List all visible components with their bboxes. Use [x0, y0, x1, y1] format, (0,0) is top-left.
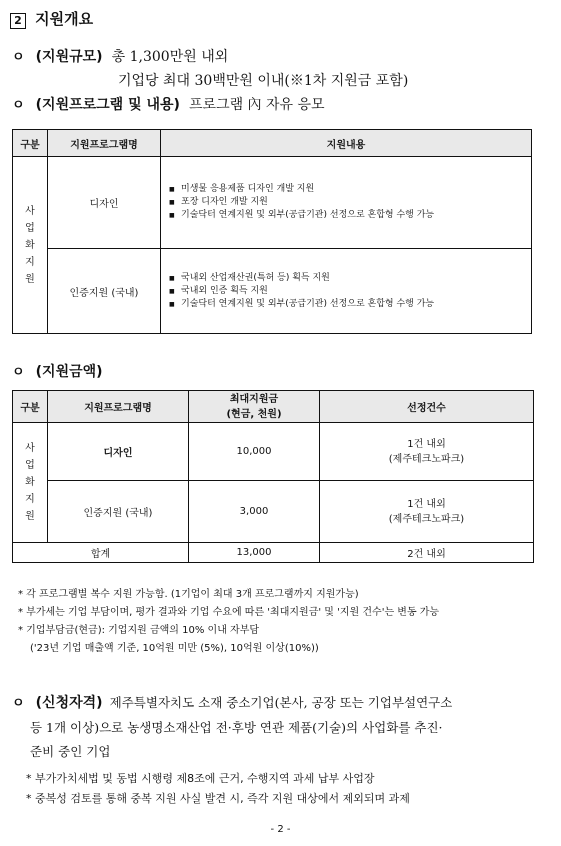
table-header: 구분 — [13, 130, 48, 157]
count-line: (제주테크노파크) — [388, 453, 465, 465]
section-title: 지원개요 — [35, 10, 94, 28]
table-header — [189, 391, 320, 423]
section-number: 2 — [10, 13, 26, 29]
table-row — [13, 481, 534, 543]
eligibility-line3: 준비 중인 기업 — [30, 744, 111, 759]
header-line: (현금, 천원) — [226, 408, 282, 420]
program-name: 인증지원 (국내) — [48, 481, 189, 543]
scale-line — [12, 46, 228, 66]
table-header: 지원내용 — [161, 130, 532, 157]
table-row — [13, 423, 534, 481]
table-row — [13, 249, 532, 334]
list-item: ■ 미생물 응용제품 디자인 개발 지원 — [181, 183, 531, 196]
list-item: ■ 기술닥터 연계지원 및 외부(공급기관) 선정으로 혼합형 수행 가능 — [181, 209, 531, 222]
count-cell — [320, 481, 534, 543]
category-cell — [13, 157, 48, 334]
total-count: 2건 내외 — [320, 543, 534, 563]
program-name: 디자인 — [48, 423, 189, 481]
scale-line2: 기업당 최대 30백만원 이내(※1차 지원금 포함) — [118, 73, 409, 89]
eligibility-line — [12, 692, 452, 712]
scale-line1: 총 1,300만원 내외 — [111, 49, 229, 65]
count-line: (제주테크노파크) — [388, 513, 465, 525]
program-name: 인증지원 (국내) — [48, 249, 161, 334]
amount-table — [12, 390, 534, 563]
section-heading — [10, 8, 93, 29]
note-2: * 부가세는 기업 부담이며, 평가 결과와 기업 수요에 따른 '최대지원금' 및 '지원 건수'는 변동 가능 — [18, 607, 440, 618]
scale-label: (지원규모) — [35, 49, 103, 65]
eligibility-label: (신청자격) — [35, 695, 103, 711]
eligibility-line1: 제주특별자치도 소재 중소기업(본사, 공장 또는 기업부설연구소 — [109, 695, 453, 710]
amount-line — [12, 361, 103, 381]
note-1: * 각 프로그램별 복수 지원 가능함. (1기업이 최대 3개 프로그램까지 지원가능) — [18, 589, 359, 600]
program-text: 프로그램 內 자유 응모 — [189, 97, 325, 113]
list-item: ■ 기술닥터 연계지원 및 외부(공급기관) 선정으로 혼합형 수행 가능 — [181, 298, 531, 311]
eligibility-note-1: * 부가가치세법 및 동법 시행령 제8조에 근거, 수행지역 과세 납부 사업장 — [26, 772, 375, 785]
list-item: ■ 포장 디자인 개발 지원 — [181, 196, 531, 209]
amount-cell: 3,000 — [189, 481, 320, 543]
list-item: ■ 국내외 인증 획득 지원 — [181, 285, 531, 298]
circle-bullet-icon: ㅇ — [12, 696, 25, 711]
category-text: 사업화지원 — [25, 443, 35, 522]
list-item: ■ 국내외 산업재산권(특허 등) 획득 지원 — [181, 272, 531, 285]
table-header: 지원프로그램명 — [48, 391, 189, 423]
category-text: 사업화지원 — [25, 205, 35, 285]
table-header: 지원프로그램명 — [48, 130, 161, 157]
table-row — [13, 157, 532, 249]
program-content — [161, 157, 532, 249]
program-table — [12, 129, 532, 334]
program-label: (지원프로그램 및 내용) — [35, 97, 180, 113]
amount-cell: 10,000 — [189, 423, 320, 481]
total-row — [13, 543, 534, 563]
count-line: 1건 내외 — [407, 438, 446, 450]
page-number: - 2 - — [270, 824, 291, 835]
count-cell — [320, 423, 534, 481]
note-4: ('23년 기업 매출액 기준, 10억원 미만 (5%), 10억원 이상(10%)) — [30, 643, 319, 654]
header-line: 최대지원금 — [229, 393, 279, 405]
circle-bullet-icon: ㅇ — [12, 50, 25, 65]
count-line: 1건 내외 — [407, 498, 446, 510]
amount-label: (지원금액) — [35, 364, 103, 380]
program-name: 디자인 — [48, 157, 161, 249]
note-3: * 기업부담금(현금): 기업지원 금액의 10% 이내 자부담 — [18, 625, 260, 636]
total-label: 합계 — [13, 543, 189, 563]
category-cell — [13, 423, 48, 543]
program-line — [12, 94, 325, 114]
eligibility-line2: 등 1개 이상)으로 농생명소재산업 전·후방 연관 제품(기술)의 사업화를 추진· — [30, 720, 443, 735]
table-header: 선정건수 — [320, 391, 534, 423]
total-amount: 13,000 — [189, 543, 320, 563]
program-content — [161, 249, 532, 334]
circle-bullet-icon: ㅇ — [12, 98, 25, 113]
eligibility-note-2: * 중복성 검토를 통해 중복 지원 사실 발견 시, 즉각 지원 대상에서 제외되며 과제 — [26, 792, 410, 805]
table-header: 구분 — [13, 391, 48, 423]
circle-bullet-icon: ㅇ — [12, 365, 25, 380]
